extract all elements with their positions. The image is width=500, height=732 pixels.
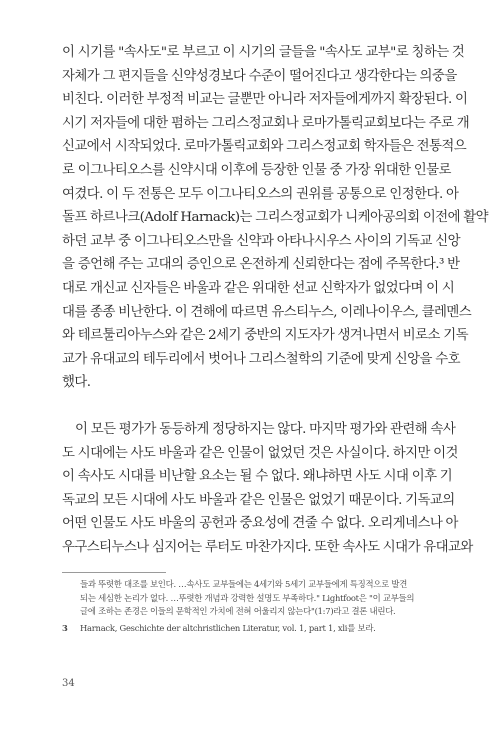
footnote-separator: [62, 572, 166, 573]
text-line: 여겼다. 이 두 전통은 모두 이그나티오스의 권위를 공통으로 인정한다. 아: [62, 186, 459, 202]
text-line: 독교의 모든 시대에 사도 바울과 같은 인물은 없었기 때문이다. 기독교의: [62, 492, 455, 508]
text-line: 했다.: [62, 375, 91, 391]
footnote-line: 들과 뚜렷한 대조를 보인다. …속사도 교부들에는 4세기와 5세기 교부들에게 특징적으로 발견: [80, 579, 408, 589]
text-line: 도 시대에는 사도 바울과 같은 인물이 없었던 것은 사실이다. 하지만 이것: [62, 445, 458, 461]
text-line: 로 이그나티오스를 신약시대 이후에 등장한 인물 중 가장 위대한 인물로: [62, 162, 451, 178]
text-line: 대로 개신교 신자들은 바울과 같은 위대한 선교 신학자가 없었다며 이 시: [62, 280, 455, 296]
text-line: 이 속사도 시대를 비난할 요소는 될 수 없다. 왜냐하면 사도 시대 이후 기: [62, 469, 453, 485]
footnote-3: [80, 622, 442, 636]
text-line: 비친다. 이러한 부정적 비교는 글뿐만 아니라 저자들에게까지 확장된다. 이: [62, 92, 468, 108]
text-line: 우구스티누스나 심지어는 루터도 마찬가지다. 또한 속사도 시대가 유대교와: [62, 539, 473, 555]
text-line: 돌프 하르나크(Adolf Harnack)는 그리스정교회가 니케아공의회 이전에 활약: [62, 210, 489, 226]
text-line: 신교에서 시작되었다. 로마가톨릭교회와 그리스정교회 학자들은 전통적으: [62, 139, 467, 155]
text-line: 자체가 그 편지들을 신약성경보다 수준이 떨어진다고 생각한다는 의중을: [62, 68, 457, 84]
text-line: 을 증언해 주는 고대의 증인으로 온전하게 신뢰한다는 점에 주목한다.³ 반: [62, 257, 460, 273]
body-paragraph-1: [62, 41, 489, 395]
text-line: 이 모든 평가가 동등하게 정당하지는 않다. 마지막 평가와 관련해 속사: [75, 422, 456, 437]
body-paragraph-2: [62, 418, 473, 560]
footnote-number: 3: [62, 623, 68, 633]
footnote-line: Harnack, Geschichte der altchristlichen Literatur, vol. 1, part 1, xli를 보라.: [80, 623, 376, 633]
footnote-continued: [80, 578, 442, 619]
text-line: 교가 유대교의 테두리에서 벗어나 그리스철학의 기준에 맞게 신앙을 수호: [62, 351, 461, 367]
text-line: 이 시기를 "속사도"로 부르고 이 시기의 글들을 "속사도 교부"로 칭하는 것: [62, 45, 465, 60]
text-line: 대를 종종 비난한다. 이 견해에 따르면 유스티누스, 이레나이우스, 클레멘스: [62, 304, 472, 320]
text-line: 와 테르툴리아누스와 같은 2세기 중반의 지도자가 생겨나면서 비로소 기독: [62, 328, 468, 344]
page-number: 34: [62, 678, 75, 689]
footnote-line: 되는 세심한 논리가 없다. …뚜렷한 개념과 강력한 설명도 부족하다." Lightfoot은 "이 교부들의: [80, 592, 415, 603]
text-line: 하던 교부 중 이그나티오스만을 신약과 아타나시우스 사이의 기독교 신앙: [62, 233, 461, 249]
text-line: 시기 저자들에 대한 폄하는 그리스정교회나 로마가톨릭교회보다는 주로 개: [62, 115, 470, 131]
text-line: 어떤 인물도 사도 바울의 공헌과 중요성에 견줄 수 없다. 오리게네스나 아: [62, 516, 458, 532]
footnote-line: 글에 조하는 존경은 이들의 문학적인 가치에 전혀 어울리지 않는다"(1:7)라고 결론 내린다.: [80, 606, 396, 617]
